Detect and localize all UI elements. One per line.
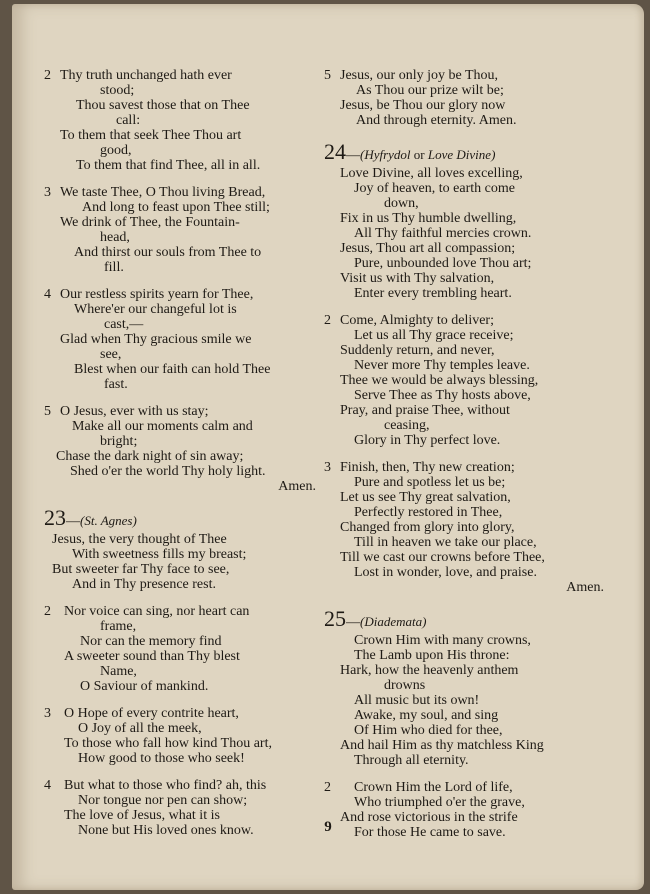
verse-text: Suddenly return, and never, (340, 343, 495, 358)
verse-text: Name, (100, 664, 137, 679)
verse-text: Joy of heaven, to earth come (354, 181, 515, 196)
hymn-block (324, 140, 604, 301)
verse-text: Make all our moments calm and (72, 419, 253, 434)
verse-text: Crown Him with many crowns, (354, 633, 531, 648)
tune-name-alt: Love Divine) (427, 147, 496, 162)
verse-line (44, 434, 316, 449)
stanza-number: 3 (324, 460, 331, 475)
verse-text: Jesus, our only joy be Thou, (340, 68, 499, 83)
verse-text: Jesus, be Thou our glory now (340, 98, 506, 113)
verse-line (44, 604, 316, 619)
stanza-number: 4 (44, 287, 51, 302)
verse-text: Nor can the memory find (80, 634, 222, 649)
verse-line (44, 332, 316, 347)
verse-line (44, 230, 316, 245)
verse-text: Chase the dark night of sin away; (56, 449, 244, 464)
verse-text: Come, Almighty to deliver; (340, 313, 494, 328)
verse-line (324, 388, 604, 403)
verse-text: Jesus, the very thought of Thee (52, 532, 227, 547)
verse-text: down, (384, 196, 419, 211)
verse-text: The Lamb upon His throne: (354, 648, 510, 663)
verse-text: Jesus, Thou art all compassion; (340, 241, 516, 256)
verse-text: Blest when our faith can hold Thee (74, 362, 271, 377)
verse-text: To those who fall how kind Thou art, (64, 736, 272, 751)
tune-name: (St. Agnes) (80, 513, 137, 528)
verse-text: Let us see Thy great salvation, (340, 490, 511, 505)
verse-text: For those He came to save. (354, 825, 506, 840)
verse-text: And thirst our souls from Thee to (74, 245, 262, 260)
verse-text: Glad when Thy gracious smile we (60, 332, 252, 347)
stanza-number: 3 (44, 185, 51, 200)
verse-line (324, 241, 604, 256)
verse-text: Amen. (278, 479, 316, 494)
verse-line (324, 678, 604, 693)
stanza-block (44, 604, 316, 694)
verse-text: ceasing, (384, 418, 430, 433)
verse-text: see, (100, 347, 122, 362)
hymnal-page (12, 4, 644, 890)
stanza-block (44, 68, 316, 173)
verse-text: bright; (100, 434, 138, 449)
verse-line (44, 260, 316, 275)
hymn-block (324, 607, 604, 768)
verse-text: But what to those who find? ah, this (64, 778, 267, 793)
verse-line (324, 328, 604, 343)
amen-line (324, 580, 604, 595)
verse-text: fill. (104, 260, 124, 275)
verse-line (324, 211, 604, 226)
verse-text: How good to those who seek! (78, 751, 245, 766)
verse-text: Love Divine, all loves excelling, (340, 166, 523, 181)
verse-line (324, 550, 604, 565)
verse-text: Changed from glory into glory, (340, 520, 515, 535)
verse-line (324, 520, 604, 535)
verse-line (44, 98, 316, 113)
verse-text: A sweeter sound than Thy blest (64, 649, 240, 664)
verse-line (324, 418, 604, 433)
stanza-block (44, 706, 316, 766)
verse-text: To them that find Thee, all in all. (76, 158, 261, 173)
verse-line (44, 706, 316, 721)
verse-line (44, 736, 316, 751)
verse-line (44, 113, 316, 128)
verse-text: Let us all Thy grace receive; (354, 328, 514, 343)
verse-line (324, 780, 604, 795)
verse-text: Pure, unbounded love Thou art; (354, 256, 532, 271)
verse-text: With sweetness fills my breast; (72, 547, 247, 562)
verse-line (44, 404, 316, 419)
verse-text: stood; (100, 83, 135, 98)
verse-line (324, 433, 604, 448)
verse-text: We drink of Thee, the Fountain- (60, 215, 240, 230)
verse-line (44, 128, 316, 143)
hymn-heading: 25—(Diademata) (324, 606, 427, 631)
verse-line (324, 475, 604, 490)
verse-line (324, 113, 604, 128)
verse-text: To them that seek Thee Thou art (60, 128, 242, 143)
verse-line (44, 158, 316, 173)
verse-line (324, 403, 604, 418)
verse-line (44, 619, 316, 634)
verse-text: fast. (104, 377, 128, 392)
verse-text: drowns (384, 678, 426, 693)
verse-text: Glory in Thy perfect love. (354, 433, 501, 448)
verse-text: Lost in wonder, love, and praise. (354, 565, 537, 580)
hymn-number: 24 (324, 139, 346, 164)
verse-line (324, 633, 604, 648)
verse-text: The love of Jesus, what it is (64, 808, 220, 823)
hymn-heading: 23—(St. Agnes) (44, 505, 137, 530)
verse-text: Perfectly restored in Thee, (354, 505, 503, 520)
verse-text: Nor tongue nor pen can show; (78, 793, 248, 808)
verse-text: Shed o'er the world Thy holy light. (70, 464, 266, 479)
verse-text: Finish, then, Thy new creation; (340, 460, 515, 475)
right-column (324, 68, 604, 852)
stanza-block (324, 460, 604, 595)
verse-text: Thee we would be always blessing, (340, 373, 539, 388)
stanza-number: 5 (44, 404, 51, 419)
verse-text: Pray, and praise Thee, without (340, 403, 510, 418)
stanza-number: 2 (44, 604, 51, 619)
verse-text: Our restless spirits yearn for Thee, (60, 287, 254, 302)
stanza-number: 3 (44, 706, 51, 721)
verse-line (44, 532, 316, 547)
verse-text: Of Him who died for thee, (354, 723, 503, 738)
verse-text: Who triumphed o'er the grave, (354, 795, 525, 810)
verse-line (44, 419, 316, 434)
verse-text: Nor voice can sing, nor heart can (64, 604, 250, 619)
verse-line (44, 143, 316, 158)
stanza-block (44, 287, 316, 392)
verse-line (324, 358, 604, 373)
verse-line (44, 449, 316, 464)
verse-line (44, 185, 316, 200)
hymn-number: 25 (324, 606, 346, 631)
verse-line (324, 313, 604, 328)
verse-text: O Jesus, ever with us stay; (60, 404, 209, 419)
verse-line (324, 256, 604, 271)
verse-line (44, 793, 316, 808)
verse-line (324, 648, 604, 663)
verse-text: Through all eternity. (354, 753, 469, 768)
verse-line (44, 302, 316, 317)
verse-text: frame, (100, 619, 137, 634)
verse-text: But sweeter far Thy face to see, (52, 562, 230, 577)
verse-line (324, 505, 604, 520)
verse-line (324, 83, 604, 98)
verse-line (324, 98, 604, 113)
verse-line (324, 663, 604, 678)
stanza-block (44, 185, 316, 275)
verse-text: All Thy faithful mercies crown. (354, 226, 532, 241)
verse-text: O Joy of all the meek, (78, 721, 202, 736)
hymn-number: 23 (44, 505, 66, 530)
verse-line (44, 245, 316, 260)
verse-line (44, 679, 316, 694)
verse-line (324, 181, 604, 196)
verse-line (44, 215, 316, 230)
verse-text: Amen. (566, 580, 604, 595)
verse-line (44, 577, 316, 592)
tune-name: (Diademata) (360, 614, 427, 629)
stanza-block (44, 404, 316, 494)
verse-line (324, 723, 604, 738)
verse-line (324, 226, 604, 241)
verse-line (44, 68, 316, 83)
hymn-block (44, 506, 316, 592)
stanza-block (324, 313, 604, 448)
verse-text: Crown Him the Lord of life, (354, 780, 513, 795)
verse-text: Enter every trembling heart. (354, 286, 512, 301)
verse-line (324, 565, 604, 580)
verse-text: As Thou our prize wilt be; (356, 83, 504, 98)
verse-text: cast,— (104, 317, 144, 332)
verse-text: None but His loved ones know. (78, 823, 254, 838)
verse-text: We taste Thee, O Thou living Bread, (60, 185, 266, 200)
verse-text: Fix in us Thy humble dwelling, (340, 211, 517, 226)
verse-text: O Saviour of mankind. (80, 679, 209, 694)
verse-line (44, 83, 316, 98)
verse-line (324, 271, 604, 286)
verse-line (44, 778, 316, 793)
left-column (44, 68, 316, 850)
verse-text: Visit us with Thy salvation, (340, 271, 495, 286)
verse-line (44, 464, 316, 479)
verse-line (324, 535, 604, 550)
verse-text: call: (116, 113, 141, 128)
verse-text: Thou savest those that on Thee (76, 98, 250, 113)
verse-line (324, 460, 604, 475)
verse-text: And in Thy presence rest. (72, 577, 216, 592)
verse-text: And rose victorious in the strife (340, 810, 518, 825)
verse-line (324, 708, 604, 723)
verse-line (324, 373, 604, 388)
verse-line (324, 738, 604, 753)
verse-line (44, 287, 316, 302)
verse-line (324, 490, 604, 505)
hymn-heading: 24—(Hyfrydol or Love Divine) (324, 139, 496, 164)
verse-line (324, 693, 604, 708)
stanza-block (324, 68, 604, 128)
verse-line (44, 649, 316, 664)
verse-line (324, 196, 604, 211)
verse-text: And hail Him as thy matchless King (340, 738, 544, 753)
verse-line (324, 795, 604, 810)
stanza-number: 2 (324, 313, 331, 328)
verse-text: O Hope of every contrite heart, (64, 706, 239, 721)
verse-line (324, 753, 604, 768)
stanza-number: 2 (324, 780, 331, 795)
verse-text: All music but its own! (354, 693, 480, 708)
verse-line (44, 547, 316, 562)
verse-line (44, 751, 316, 766)
verse-line (324, 343, 604, 358)
verse-text: good, (100, 143, 132, 158)
tune-name: (Hyfrydol (360, 147, 411, 162)
stanza-number: 2 (44, 68, 51, 83)
verse-line (44, 317, 316, 332)
verse-text: Till in heaven we take our place, (354, 535, 537, 550)
verse-line (44, 377, 316, 392)
page-number: 9 (324, 819, 332, 835)
verse-text: Serve Thee as Thy hosts above, (354, 388, 531, 403)
verse-text: And through eternity. Amen. (356, 113, 517, 128)
verse-line (44, 634, 316, 649)
stanza-number: 5 (324, 68, 331, 83)
verse-text: head, (100, 230, 130, 245)
verse-text: Thy truth unchanged hath ever (60, 68, 232, 83)
verse-text: Awake, my soul, and sing (354, 708, 499, 723)
stanza-number: 4 (44, 778, 51, 793)
amen-line (44, 479, 316, 494)
verse-line (44, 562, 316, 577)
verse-text: And long to feast upon Thee still; (82, 200, 270, 215)
verse-line (324, 166, 604, 181)
tune-separator: or (410, 147, 428, 162)
verse-line (44, 362, 316, 377)
verse-line (44, 721, 316, 736)
verse-line (44, 347, 316, 362)
verse-line (44, 200, 316, 215)
verse-line (44, 664, 316, 679)
verse-line (324, 286, 604, 301)
verse-line (324, 68, 604, 83)
verse-text: Till we cast our crowns before Thee, (340, 550, 545, 565)
verse-text: Hark, how the heavenly anthem (340, 663, 519, 678)
verse-text: Where'er our changeful lot is (74, 302, 237, 317)
verse-text: Pure and spotless let us be; (354, 475, 506, 490)
verse-text: Never more Thy temples leave. (354, 358, 530, 373)
